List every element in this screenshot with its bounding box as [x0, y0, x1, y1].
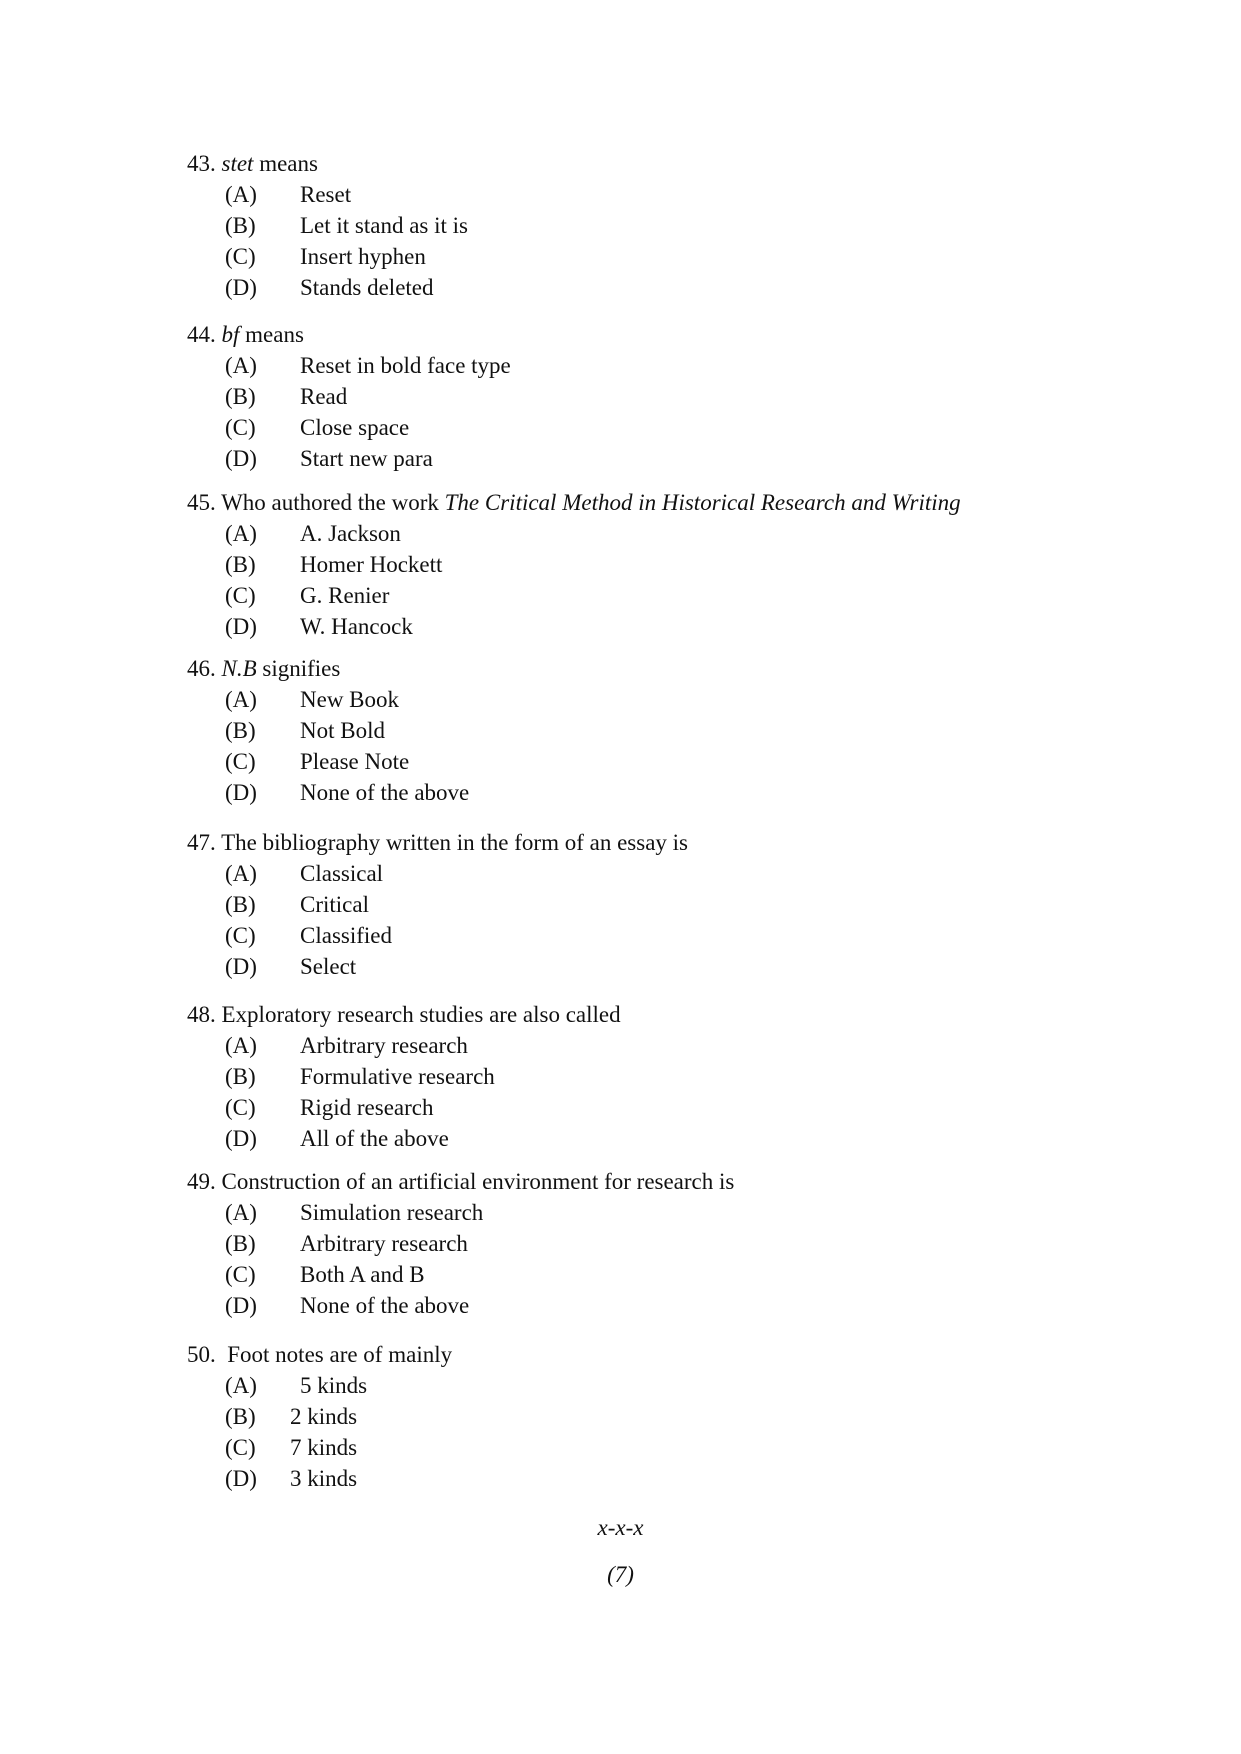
option-letter: (A) — [225, 861, 257, 886]
question-number: 50. — [187, 1342, 216, 1367]
option-text: Select — [300, 954, 357, 979]
option-d — [187, 1123, 1147, 1154]
option-letter: (B) — [225, 1064, 256, 1089]
option-letter: (A) — [225, 353, 257, 378]
option-text: All of the above — [300, 1126, 449, 1151]
question-term: N.B — [221, 656, 257, 681]
question-45 — [187, 487, 1147, 642]
question-stem — [187, 1166, 1147, 1197]
option-text: 5 kinds — [300, 1373, 368, 1398]
option-c — [187, 746, 1147, 777]
question-text: Construction of an artificial environment for research is — [215, 1169, 735, 1194]
option-letter: (A) — [225, 521, 257, 546]
option-letter: (C) — [225, 923, 256, 948]
option-c — [187, 1432, 1147, 1463]
question-term: stet — [221, 151, 254, 176]
option-d — [187, 611, 1147, 642]
option-letter: (B) — [225, 384, 256, 409]
question-text: means — [253, 151, 318, 176]
option-b — [187, 381, 1147, 412]
option-d — [187, 777, 1147, 808]
option-text: Critical — [300, 892, 369, 917]
option-letter: (D) — [225, 1126, 257, 1151]
option-letter: (C) — [225, 1435, 256, 1460]
option-letter: (A) — [225, 687, 257, 712]
question-44 — [187, 319, 1147, 474]
option-d — [187, 951, 1147, 982]
option-c — [187, 241, 1147, 272]
option-text: Please Note — [300, 749, 410, 774]
question-text: Who authored the work — [215, 490, 445, 515]
option-text: A. Jackson — [300, 521, 401, 546]
option-text: 7 kinds — [290, 1435, 358, 1460]
option-text: None of the above — [300, 780, 470, 805]
option-text: Read — [300, 384, 348, 409]
question-stem — [187, 319, 1147, 350]
option-b — [187, 1401, 1147, 1432]
option-letter: (D) — [225, 275, 257, 300]
question-number: 45. — [187, 490, 216, 515]
option-a — [187, 1197, 1147, 1228]
option-c — [187, 1259, 1147, 1290]
option-letter: (A) — [225, 1033, 257, 1058]
option-a — [187, 179, 1147, 210]
option-text: Homer Hockett — [300, 552, 443, 577]
option-letter: (B) — [225, 892, 256, 917]
option-c — [187, 580, 1147, 611]
option-text: Arbitrary research — [300, 1231, 468, 1256]
question-text: The bibliography written in the form of an essay is — [215, 830, 689, 855]
option-letter: (D) — [225, 446, 257, 471]
option-letter: (D) — [225, 780, 257, 805]
question-stem — [187, 1339, 1147, 1370]
option-d — [187, 1290, 1147, 1321]
option-text: Classical — [300, 861, 384, 886]
option-text: G. Renier — [300, 583, 390, 608]
option-text: Start new para — [300, 446, 433, 471]
option-text: Classified — [300, 923, 392, 948]
option-text: Reset — [300, 182, 352, 207]
option-a — [187, 1370, 1147, 1401]
option-text: 3 kinds — [290, 1466, 358, 1491]
question-text: signifies — [256, 656, 341, 681]
option-d — [187, 1463, 1147, 1494]
question-47 — [187, 827, 1147, 982]
option-a — [187, 518, 1147, 549]
option-letter: (C) — [225, 749, 256, 774]
question-number: 47. — [187, 830, 216, 855]
option-letter: (C) — [225, 415, 256, 440]
option-b — [187, 210, 1147, 241]
option-letter: (D) — [225, 1293, 257, 1318]
option-b — [187, 549, 1147, 580]
option-b — [187, 715, 1147, 746]
option-d — [187, 272, 1147, 303]
option-letter: (C) — [225, 1095, 256, 1120]
option-b — [187, 1228, 1147, 1259]
question-stem — [187, 487, 1147, 518]
question-number: 49. — [187, 1169, 216, 1194]
question-work-title: The Critical Method in Historical Research and Writing — [444, 490, 961, 515]
question-text: Exploratory research studies are also called — [215, 1002, 621, 1027]
question-text: Foot notes are of mainly — [215, 1342, 453, 1367]
option-c — [187, 920, 1147, 951]
question-number: 43. — [187, 151, 216, 176]
option-text: New Book — [300, 687, 400, 712]
option-text: Rigid research — [300, 1095, 434, 1120]
question-49 — [187, 1166, 1147, 1321]
option-letter: (D) — [225, 1466, 257, 1491]
question-stem — [187, 999, 1147, 1030]
option-a — [187, 858, 1147, 889]
question-stem — [187, 148, 1147, 179]
option-text: Both A and B — [300, 1262, 425, 1287]
option-text: Arbitrary research — [300, 1033, 468, 1058]
option-letter: (B) — [225, 1404, 256, 1429]
question-stem — [187, 827, 1147, 858]
option-letter: (C) — [225, 244, 256, 269]
option-d — [187, 443, 1147, 474]
option-letter: (C) — [225, 583, 256, 608]
option-text: 2 kinds — [290, 1404, 358, 1429]
question-text: means — [239, 322, 304, 347]
option-a — [187, 1030, 1147, 1061]
option-text: None of the above — [300, 1293, 470, 1318]
question-number: 46. — [187, 656, 216, 681]
option-text: Formulative research — [300, 1064, 495, 1089]
option-text: Insert hyphen — [300, 244, 426, 269]
option-text: Simulation research — [300, 1200, 484, 1225]
question-48 — [187, 999, 1147, 1154]
question-number: 44. — [187, 322, 216, 347]
option-letter: (C) — [225, 1262, 256, 1287]
option-text: Not Bold — [300, 718, 385, 743]
question-46 — [187, 653, 1147, 808]
end-of-paper-mark: x-x-x — [597, 1515, 644, 1540]
option-letter: (B) — [225, 213, 256, 238]
option-c — [187, 1092, 1147, 1123]
question-50 — [187, 1339, 1147, 1494]
option-letter: (B) — [225, 718, 256, 743]
option-text: Reset in bold face type — [300, 353, 511, 378]
option-text: Let it stand as it is — [300, 213, 469, 238]
question-term: bf — [221, 322, 240, 347]
question-43 — [187, 148, 1147, 303]
question-number: 48. — [187, 1002, 216, 1027]
option-b — [187, 1061, 1147, 1092]
option-letter: (A) — [225, 1200, 257, 1225]
option-text: W. Hancock — [300, 614, 413, 639]
page-number: (7) — [607, 1562, 634, 1587]
option-text: Close space — [300, 415, 410, 440]
option-letter: (A) — [225, 182, 257, 207]
option-a — [187, 350, 1147, 381]
option-letter: (B) — [225, 1231, 256, 1256]
question-stem — [187, 653, 1147, 684]
option-letter: (D) — [225, 954, 257, 979]
option-letter: (B) — [225, 552, 256, 577]
option-a — [187, 684, 1147, 715]
option-text: Stands deleted — [300, 275, 434, 300]
option-letter: (D) — [225, 614, 257, 639]
option-letter: (A) — [225, 1373, 257, 1398]
option-c — [187, 412, 1147, 443]
option-b — [187, 889, 1147, 920]
